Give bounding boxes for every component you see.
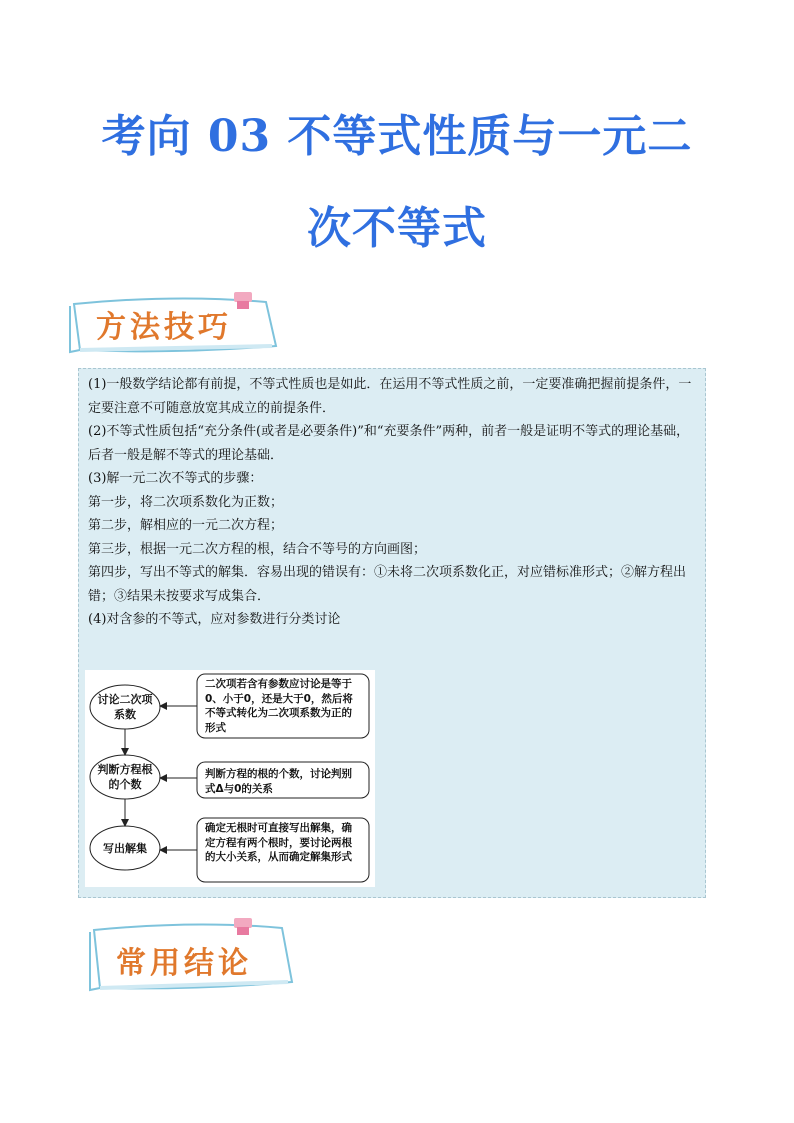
method-section-label: 方法技巧 <box>96 310 232 345</box>
conclusion-section-badge <box>86 918 286 980</box>
page-title-line1: 考向 03 不等式性质与一元二 <box>101 111 693 162</box>
panel-paragraph: (1)一般数学结论都有前提，不等式性质也是如此．在运用不等式性质之前，一定要准确把握前提条件，一定要注意不可随意放宽其成立的前提条件． <box>88 377 692 416</box>
flowchart <box>85 670 375 887</box>
method-section-badge <box>66 292 266 354</box>
flow-note-roots: 判断方程的根的个数，讨论判别式Δ与0的关系 <box>205 768 352 795</box>
panel-paragraph: (3)解一元二次不等式的步骤： <box>88 471 263 486</box>
panel-paragraph: 第二步，解相应的一元二次方程； <box>88 518 284 533</box>
flow-note-solution: 确定无根时可直接写出解集，确定方程有两个根时，要讨论两根的大小关系，从而确定解集形式 <box>205 822 352 863</box>
conclusion-section-label: 常用结论 <box>116 946 252 981</box>
panel-paragraph: 第三步，根据一元二次方程的根，结合不等号的方向画图； <box>88 541 427 557</box>
panel-paragraph: 第一步，将二次项系数化为正数； <box>88 494 284 510</box>
panel-paragraph: (2)不等式性质包括“充分条件(或者是必要条件)”和“充要条件”两种，前者一般是证明不等式的理论基础，后者一般是解不等式的理论基础． <box>88 424 690 463</box>
panel-paragraph: (4)对含参的不等式，应对参数进行分类讨论 <box>88 612 341 627</box>
page-title-line2: 次不等式 <box>307 203 487 254</box>
flow-node-count-roots: 判断方程根的个数 <box>97 763 153 791</box>
flow-node-write-solution: 写出解集 <box>103 841 147 855</box>
panel-paragraph: 第四步，写出不等式的解集．容易出现的错误有：①未将二次项系数化正，对应错标准形式；②解方程出错；③结果未按要求写成集合． <box>88 565 687 604</box>
flow-node-discuss-coefficient: 讨论二次项系数 <box>97 693 153 721</box>
flow-note-coefficient: 二次项若含有参数应讨论是等于0、小于0，还是大于0，然后将不等式转化为二次项系数为正的形式 <box>205 678 353 734</box>
